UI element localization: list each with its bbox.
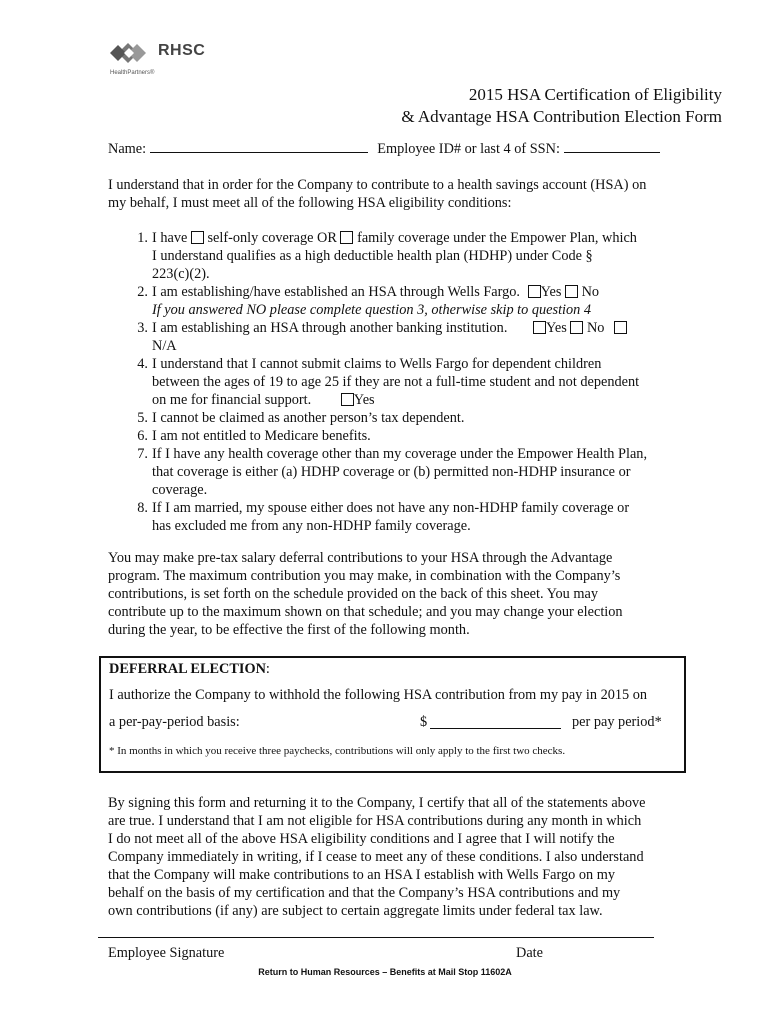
condition-2 <box>108 283 708 319</box>
wells-fargo-no-checkbox[interactable] <box>565 285 578 298</box>
condition-6 <box>108 427 708 445</box>
paragraph-line: I do not meet all of the above HSA eligibility conditions and I agree that I will notify the <box>108 831 615 847</box>
paragraph-line: behalf on the basis of my certification and that the Company’s HSA contributions and my <box>108 885 621 901</box>
no-label: No <box>581 284 600 300</box>
name-row <box>108 139 660 158</box>
condition-text: family coverage under the Empower Plan, which <box>357 230 637 246</box>
family-coverage-checkbox[interactable] <box>340 231 353 244</box>
condition-text: I have <box>152 230 188 246</box>
condition-7 <box>108 445 708 499</box>
condition-number: 6. <box>137 428 148 444</box>
paragraph-line: By signing this form and returning it to the Company, I certify that all of the statements above <box>108 795 646 811</box>
per-pay-period-basis-label: a per-pay-period basis: <box>109 714 240 730</box>
signing-paragraph <box>108 794 645 920</box>
yes-label: Yes <box>545 320 567 336</box>
condition-text: self-only coverage OR <box>207 230 337 246</box>
condition-text: I am not entitled to Medicare benefits. <box>152 428 371 444</box>
condition-text: that coverage is either (a) HDHP coverage or (b) permitted non-HDHP insurance or <box>152 464 631 480</box>
name-label: Name: <box>108 141 147 157</box>
condition-text: 223(c)(2). <box>152 266 210 282</box>
condition-number: 2. <box>137 284 148 300</box>
paragraph-line: contribute up to the maximum shown on that schedule; and you may change your election <box>108 604 623 620</box>
condition-number: 8. <box>137 500 148 516</box>
paragraph-line: that the Company will make contributions to an HSA I establish with Wells Fargo on my <box>108 867 616 883</box>
intro-paragraph <box>108 176 646 212</box>
contribution-amount-field[interactable] <box>430 715 561 729</box>
condition-text: I am establishing/have established an HSA through Wells Fargo. <box>152 284 521 300</box>
intro-line: my behalf, I must meet all of the following HSA eligibility conditions: <box>108 195 512 211</box>
yes-label: Yes <box>540 284 562 300</box>
paragraph-line: Company immediately in writing, if I cease to meet any of these conditions. I also understand <box>108 849 644 865</box>
condition-text: I am establishing an HSA through another banking institution. <box>152 320 508 336</box>
employee-signature-label: Employee Signature <box>108 945 225 961</box>
condition-text: between the ages of 19 to age 25 if they are not a full-time student and not dependent <box>152 374 640 390</box>
paragraph-line: You may make pre-tax salary deferral contributions to your HSA through the Advantage <box>108 550 613 566</box>
self-only-checkbox[interactable] <box>191 231 204 244</box>
condition-text: If I have any health coverage other than my coverage under the Empower Health Plan, <box>152 446 648 462</box>
condition-number: 3. <box>137 320 148 336</box>
date-label: Date <box>516 945 543 961</box>
condition-text: I understand that I cannot submit claims to Wells Fargo for dependent children <box>152 356 602 372</box>
logo-name: RHSC <box>158 42 206 59</box>
title-line-2: & Advantage HSA Contribution Election Form <box>401 107 722 126</box>
condition-text: has excluded me from any non-HDHP family coverage. <box>152 518 471 534</box>
other-bank-na-checkbox[interactable] <box>614 321 627 334</box>
deferral-heading-colon: : <box>265 661 270 677</box>
deferral-heading-text: DEFERRAL ELECTION <box>109 661 266 677</box>
condition-3 <box>108 319 708 355</box>
deferral-authorize-text: I authorize the Company to withhold the following HSA contribution from my pay in 2015 on <box>109 687 648 703</box>
paragraph-line: are true. I understand that I am not eligible for HSA contributions during any month in which <box>108 813 642 829</box>
other-bank-no-checkbox[interactable] <box>570 321 583 334</box>
condition-text: I cannot be claimed as another person’s tax dependent. <box>152 410 465 426</box>
logo-sub: HealthPartners® <box>110 70 155 76</box>
paragraph-line: own contributions (if any) are subject to certain aggregate limits under federal tax law. <box>108 903 603 919</box>
employee-id-field[interactable] <box>564 139 660 153</box>
eligibility-conditions <box>108 229 708 535</box>
yes-label: Yes <box>353 392 375 408</box>
dependent-yes-checkbox[interactable] <box>341 393 354 406</box>
employee-id-label: Employee ID# or last 4 of SSN: <box>377 141 560 157</box>
dollar-sign: $ <box>420 714 428 730</box>
return-instructions: Return to Human Resources – Benefits at Mail Stop 11602A <box>258 967 512 977</box>
deferral-heading <box>109 660 270 678</box>
condition-number: 4. <box>137 356 148 372</box>
condition-text: coverage. <box>152 482 208 498</box>
title-line-1: 2015 HSA Certification of Eligibility <box>468 85 722 104</box>
condition-text: on me for financial support. <box>152 392 312 408</box>
deferral-amount-row <box>109 713 679 731</box>
condition-5 <box>108 409 708 427</box>
diamond-logo-icon <box>108 36 156 70</box>
na-label: N/A <box>152 338 177 354</box>
no-label: No <box>586 320 605 336</box>
signature-line[interactable] <box>98 937 654 938</box>
pretax-paragraph <box>108 549 623 639</box>
intro-line: I understand that in order for the Company to contribute to a health savings account (HSA) on <box>108 177 647 193</box>
condition-number: 1. <box>137 230 148 246</box>
rhsc-logo <box>108 36 228 84</box>
other-bank-yes-checkbox[interactable] <box>533 321 546 334</box>
condition-8 <box>108 499 708 535</box>
paragraph-line: during the year, to be effective the first of the following month. <box>108 622 470 638</box>
condition-number: 7. <box>137 446 148 462</box>
paycheck-footnote: * In months in which you receive three paychecks, contributions will only apply to the first two checks. <box>109 745 566 757</box>
condition-number: 5. <box>137 410 148 426</box>
paragraph-line: program. The maximum contribution you may make, in combination with the Company’s <box>108 568 621 584</box>
paragraph-line: contributions, is set forth on the schedule provided on the back of this sheet. You may <box>108 586 598 602</box>
condition-text: I understand qualifies as a high deductible health plan (HDHP) under Code § <box>152 248 593 264</box>
condition-4 <box>108 355 708 409</box>
condition-note: If you answered NO please complete question 3, otherwise skip to question 4 <box>152 302 592 318</box>
wells-fargo-yes-checkbox[interactable] <box>528 285 541 298</box>
condition-1 <box>108 229 708 283</box>
form-title <box>401 84 722 128</box>
per-pay-period-label: per pay period* <box>572 714 662 730</box>
condition-text: If I am married, my spouse either does not have any non-HDHP family coverage or <box>152 500 630 516</box>
name-field[interactable] <box>150 139 368 153</box>
